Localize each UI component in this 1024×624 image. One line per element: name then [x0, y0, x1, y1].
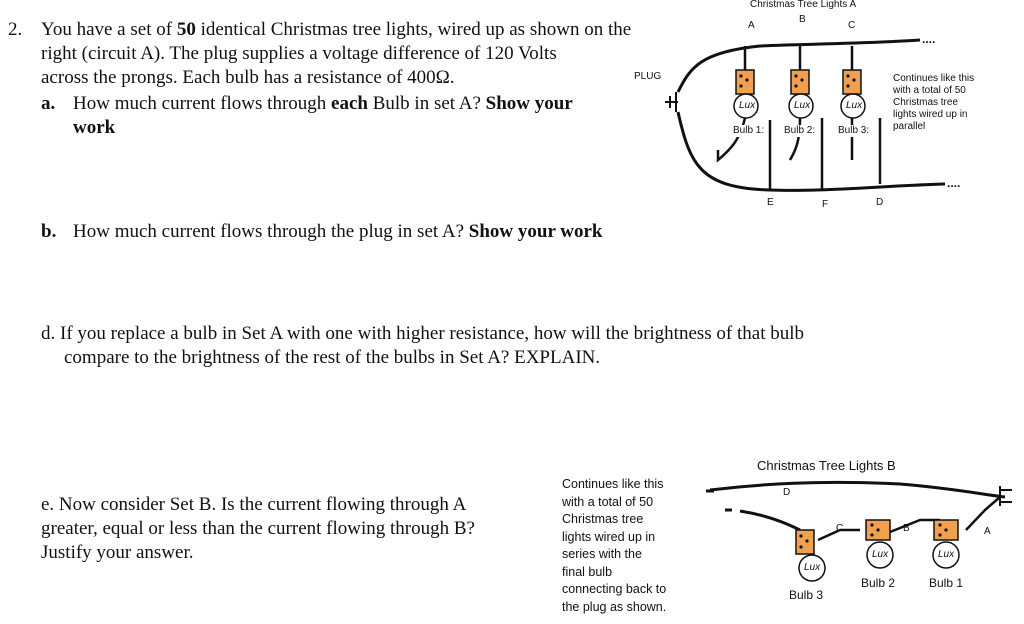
b-bulb2-label: Bulb 2 [861, 576, 896, 590]
question-intro-line3: across the prongs. Each bulb has a resistance of 400Ω. [41, 67, 455, 88]
part-b-label: b. [41, 221, 57, 242]
question-intro-line1: You have a set of 50 identical Christmas tree lights, wired up as shown on the [41, 19, 632, 40]
part-d-line2: compare to the brightness of the rest of the bulbs in Set A? EXPLAIN. [64, 347, 601, 368]
bulb3-glyph: Lux [846, 100, 863, 111]
circuit-b-top-wire [710, 482, 1005, 497]
circuit-a-note: Continues like this with a total of 50 Christmas tree lights wired up in parallel [893, 73, 975, 132]
part-e-line1: e. Now consider Set B. Is the current flowing through A [41, 494, 467, 515]
part-a-text: How much current flows through each Bulb in set A? Show your [73, 93, 573, 114]
plug-label: PLUG [634, 71, 662, 82]
question-intro-line2: right (circuit A). The plug supplies a voltage difference of 120 Volts [41, 43, 557, 64]
b-node-a-label: A [984, 526, 991, 537]
b-node-c-label: C [836, 523, 844, 534]
circuit-a-bottom-dots: .... [947, 176, 961, 190]
b-bulb1-glyph: Lux [938, 549, 955, 560]
b-bulb3-label: Bulb 3 [789, 588, 824, 602]
b-node-d-label: D [783, 487, 791, 498]
node-e-label: E [767, 197, 774, 208]
node-a-label: A [748, 20, 755, 31]
b-bulb3-glyph: Lux [804, 562, 821, 573]
node-f-label: F [822, 199, 829, 210]
b-node-b-label: B [903, 523, 910, 534]
part-b-text: How much current flows through the plug in set A? Show your work [73, 221, 603, 242]
bulb2-label: Bulb 2: [784, 125, 816, 136]
b-bulb2-glyph: Lux [872, 549, 889, 560]
bulb1-label: Bulb 1: [733, 125, 765, 136]
bulb1-glyph: Lux [739, 100, 756, 111]
node-b-label: B [799, 14, 806, 25]
circuit-b-left-wire [725, 510, 800, 530]
part-a-label: a. [41, 93, 56, 114]
part-e-line2: greater, equal or less than the current flowing through B? [41, 518, 475, 539]
circuit-b-title: Christmas Tree Lights B [757, 458, 896, 473]
part-a-text-cont: work [73, 117, 116, 138]
circuit-a-top-dots: .... [922, 32, 936, 46]
circuit-b-note: Continues like this with a total of 50 Christmas tree lights wired up in series with the final bulb connecting back to the plug as shown. [562, 477, 667, 614]
b-bulb3-socket [796, 530, 814, 554]
bulb2-glyph: Lux [794, 100, 811, 111]
question-number: 2. [8, 19, 23, 40]
part-e-line3: Justify your answer. [41, 542, 194, 563]
part-d-line1: d. If you replace a bulb in Set A with one with higher resistance, how will the brightness of that bulb [41, 323, 805, 344]
b-bulb1-label: Bulb 1 [929, 576, 964, 590]
circuit-a-title: Christmas Tree Lights A [750, 0, 857, 10]
bulb3-label: Bulb 3: [838, 125, 870, 136]
node-d-label: D [876, 197, 884, 208]
node-c-label: C [848, 20, 856, 31]
